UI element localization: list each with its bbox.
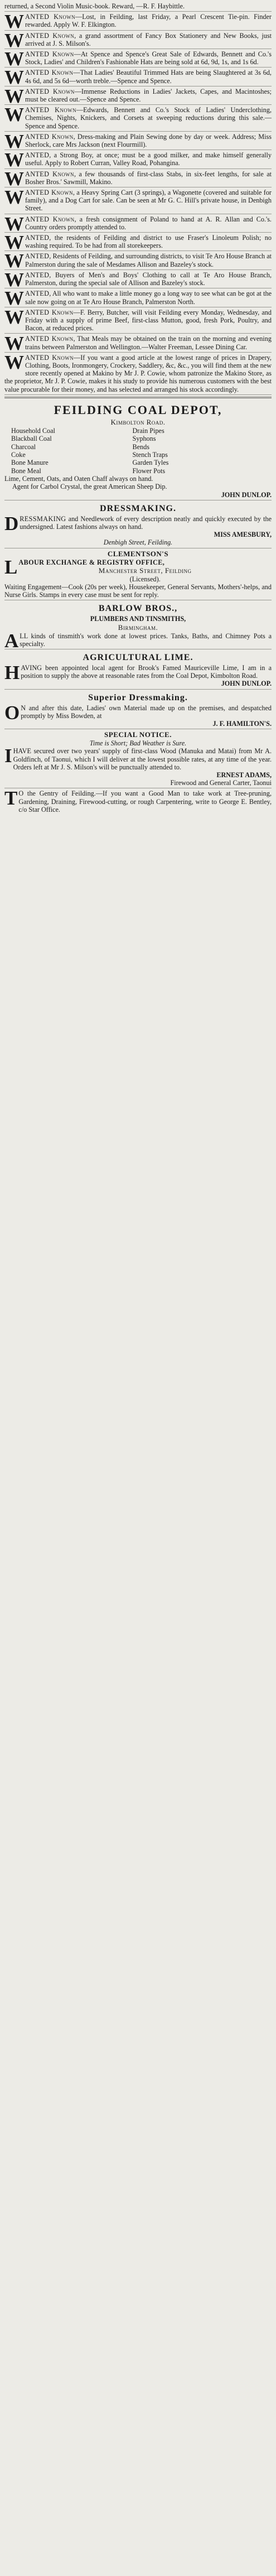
coal-depot-signature: JOHN DUNLOP. bbox=[221, 490, 272, 499]
coal-item: Coke bbox=[11, 450, 26, 459]
coal-item: Bone Meal bbox=[11, 466, 41, 475]
ad-text: , That Meals may be obtained on the train on the morning and evening trains between Palmerston and Wellington.—Walter Freeman, Lessee Dining Car. bbox=[25, 335, 272, 351]
dropcap: W bbox=[4, 48, 24, 70]
dropcap: W bbox=[4, 333, 24, 355]
ad-text: , a Strong Boy, at once; must be a good milker, and make himself generally useful. Apply to Robert Curran, Valley Road, Pohangina. bbox=[25, 151, 272, 167]
ad-text: , Residents of Feilding, and surrounding districts, to visit Te Aro House Branch at Palmerston during the sale of Mesdames Allison and Bazeley's stock. bbox=[25, 252, 272, 268]
ad-lead: ANTED Known bbox=[25, 189, 73, 197]
dropcap: W bbox=[4, 213, 24, 235]
clementson-line3: Manchester Street, Feilding bbox=[98, 566, 192, 575]
ad-lead: ANTED Known bbox=[25, 13, 76, 21]
wanted-ad bbox=[4, 31, 272, 49]
gentry-text: O the Gentry of Feilding.—If you want a Good Man to take work at Tree-pruning, Gardening, Draining, Firewood-cutting, or rough Carpentering, write to George E. Bentley, c/o Star Office. bbox=[18, 789, 272, 813]
coal-depot-agent: Agent for Carbol Crystal, the great American Sheep Dip. bbox=[12, 483, 167, 491]
dropcap: W bbox=[4, 306, 24, 328]
dropcap: T bbox=[4, 787, 18, 810]
dropcap: W bbox=[4, 149, 24, 171]
ad-text: , a grand assortment of Fancy Box Stationery and New Books, just arrived at J. S. Milson's. bbox=[25, 31, 272, 47]
ad-text: —Edwards, Bennett and Co.'s Stock of Ladies' Underclothing, Chemises, Nights, Knickers, and Corsets at sweeping reductions during this sale.—Spence and Spence. bbox=[25, 106, 272, 130]
ad-text: , Buyers of Men's and Boys' Clothing to call at Te Aro House Branch, Palmerston, during the special sale of Allison and Bazeley's stock. bbox=[25, 271, 272, 287]
dropcap: O bbox=[4, 701, 20, 724]
wanted-ad bbox=[4, 105, 272, 132]
ad-text: —F. Berry, Butcher, will visit Feilding every Monday, Wednesday, and Friday with a supply of prime Beef, first-class Mutton, good, fresh Pork, Poultry, and Bacon, at reduced prices. bbox=[25, 308, 272, 333]
special-signature: ERNEST ADAMS, bbox=[216, 771, 272, 779]
dropcap: W bbox=[4, 29, 24, 51]
ad-lead: ANTED Known bbox=[25, 215, 75, 223]
lime-text: AVING been appointed local agent for Brook's Famed Mauriceville Lime, I am in a position to supply the above at reasonable rates from the Coal Depot, Kimbolton Road. bbox=[21, 664, 272, 680]
wanted-ad bbox=[4, 307, 272, 334]
clementson-line2: ABOUR EXCHANGE & REGISTRY OFFICE, bbox=[18, 558, 165, 566]
dropcap: D bbox=[4, 512, 19, 535]
barlow-ad bbox=[4, 600, 272, 652]
dropcap: W bbox=[4, 130, 24, 152]
coal-items-right bbox=[133, 427, 250, 475]
wanted-ad bbox=[4, 187, 272, 214]
clementson-line1: CLEMENTSON'S bbox=[107, 549, 169, 558]
coal-item: Garden Tyles bbox=[132, 459, 169, 467]
ad-lead: ANTED Known bbox=[25, 50, 74, 59]
special-text: HAVE secured over two years' supply of first-class Wood (Manuka and Matai) from Mr A. Goldfinch, of Taonui, which I will deliver at the lowest possible rates, at any time of the year. Orders left at Mr J. S. Milson's will be punctually attended to. bbox=[13, 747, 272, 771]
coal-item: Stench Traps bbox=[132, 450, 168, 459]
clementson-text: Waiting Engagement—Cook (20s per week), Housekeeper, General Servants, Mothers'-helps, and Nurse Girls. Stamps in every case must be sent for reply. bbox=[4, 583, 272, 599]
coal-depot-address: Kimbolton Road. bbox=[110, 417, 166, 426]
bowden-text: N and after this date, Ladies' own Material made up on the premises, and despatched promptly by Miss Bowden, at bbox=[21, 704, 272, 720]
dropcap: A bbox=[4, 629, 19, 652]
ad-lead: ANTED Known bbox=[25, 31, 75, 40]
ad-lead: ANTED Known bbox=[25, 87, 75, 95]
coal-item: Drain Pipes bbox=[132, 426, 164, 435]
wanted-ad bbox=[4, 214, 272, 233]
ad-lead: ANTED Known bbox=[25, 69, 74, 77]
ad-text: , Dress-making and Plain Sewing done by day or week. Address; Miss Sherlock, care Mrs Jackson (next Flourmill). bbox=[25, 132, 272, 149]
wanted-ad bbox=[4, 1, 272, 12]
dropcap: W bbox=[4, 104, 24, 126]
dropcap: W bbox=[4, 250, 24, 272]
coal-depot-items bbox=[4, 427, 272, 475]
dropcap: W bbox=[4, 186, 24, 209]
gentry-ad bbox=[4, 788, 272, 815]
wanted-ad bbox=[4, 353, 272, 395]
wanted-ad bbox=[4, 333, 272, 355]
ad-text: —That Ladies' Beautiful Trimmed Hats are being Slaughtered at 3s 6d, 4s 6d, and 5s 6d—worth treble.—Spence and Spence. bbox=[25, 69, 272, 85]
ad-lead: ANTED bbox=[25, 234, 50, 242]
clementson-ad bbox=[4, 548, 272, 601]
dropcap: W bbox=[4, 232, 24, 254]
ad-text: —Lost, in Feilding, last Friday, a Pearl Crescent Tie-pin. Finder rewarded. Apply W. F. Elkington. bbox=[25, 13, 272, 29]
coal-depot-ad bbox=[4, 400, 272, 500]
wanted-ad bbox=[4, 250, 272, 272]
ad-lead: RESSMAKING bbox=[20, 514, 66, 523]
ad-text: , a fresh consignment of Poland to hand at A. R. Allan and Co.'s. Country orders promptly attended to. bbox=[25, 215, 272, 231]
ad-text: , a few thousands of first-class Stabs, in six-feet lengths, for sale at Bosher Bros.' Sawmill, Makino. bbox=[25, 170, 272, 186]
special-notice-ad bbox=[4, 729, 272, 788]
coal-item: Charcoal bbox=[11, 442, 36, 451]
bowden-title: Superior Dressmaking. bbox=[88, 692, 188, 702]
dressmaking-ad bbox=[4, 500, 272, 548]
wanted-ad bbox=[4, 66, 272, 89]
wanted-ad bbox=[4, 11, 272, 33]
coal-item: Syphons bbox=[132, 435, 156, 443]
ad-text: —At Spence and Spence's Great Sale of Edwards, Bennett and Co.'s Stock, Ladies' and Children's Fashionable Hats are being sold at 6d, 9d, 1s, and 1s 6d. bbox=[25, 50, 272, 66]
ad-text: —If you want a good article at the lowest range of prices in Drapery, Clothing, Boots, Ironmongery, Crockery, Saddlery, &c, &c., you will find them at the new store recently opened at Makino by Mr J. P. Cowie, whom patronize the Makino Store, as the proprietor, Mr J. P. Cowie, makes it his study to provide his numerous customers with the best value procurable for their money, and has selected and arranged his stock accordingly. bbox=[4, 353, 272, 393]
wanted-ad bbox=[4, 167, 272, 190]
ad-text: returned, a Second Violin Music-book. Reward, —R. F. Haybittle. bbox=[4, 2, 185, 10]
dropcap: W bbox=[4, 85, 24, 107]
barlow-location: Birmingham. bbox=[118, 623, 158, 632]
lime-title: AGRICULTURAL LIME. bbox=[83, 653, 193, 663]
divider bbox=[4, 397, 272, 398]
ad-text: and Needlework of every description neatly and quickly executed by the undersigned. Latest fashions always on hand. bbox=[20, 514, 272, 531]
ad-text: —Immense Reductions in Ladies' Jackets, Capes, and Macintoshes; must be cleared out.—Spence and Spence. bbox=[25, 87, 272, 104]
dropcap: W bbox=[4, 11, 24, 33]
ad-lead: ANTED Known bbox=[25, 170, 74, 178]
ad-lead: ANTED bbox=[25, 252, 50, 261]
coal-depot-title: FEILDING COAL DEPOT, bbox=[54, 402, 222, 417]
wanted-ad bbox=[4, 86, 272, 105]
coal-item: Flower Pots bbox=[132, 466, 166, 475]
special-subtitle: Time is Short; Bad Weather is Sure. bbox=[89, 739, 187, 748]
dropcap: W bbox=[4, 167, 24, 190]
dropcap: I bbox=[4, 745, 12, 767]
dropcap: W bbox=[4, 351, 24, 373]
dressmaking-address: Denbigh Street, Feilding. bbox=[103, 538, 173, 547]
ad-text: , All who want to make a little money go a long way to see what can be got at the sale now going on at Te Aro House Branch, Palmerston North. bbox=[25, 290, 272, 306]
dropcap: H bbox=[4, 662, 20, 684]
dropcap: W bbox=[4, 268, 24, 291]
ad-lead: ANTED Known bbox=[25, 308, 74, 316]
wanted-ad bbox=[4, 132, 272, 150]
lime-signature: JOHN DUNLOP. bbox=[221, 680, 272, 688]
wanted-ad bbox=[4, 49, 272, 68]
classified-ads bbox=[4, 1, 272, 395]
dropcap: W bbox=[4, 66, 24, 89]
ad-lead: ANTED Known bbox=[25, 132, 74, 141]
coal-depot-extra: Lime, Cement, Oats, and Oaten Chaff always on hand. bbox=[4, 475, 153, 483]
ad-lead: ANTED bbox=[25, 290, 50, 298]
dropcap: L bbox=[4, 556, 18, 578]
wanted-ad bbox=[4, 232, 272, 254]
coal-item: Blackball Coal bbox=[11, 435, 52, 443]
ad-lead: ANTED Known bbox=[25, 353, 74, 362]
barlow-title: BARLOW BROS., bbox=[98, 604, 178, 614]
bowden-ad bbox=[4, 690, 272, 730]
coal-item: Bends bbox=[132, 442, 149, 451]
dressmaking-name: MISS AMESBURY, bbox=[214, 531, 272, 539]
wanted-ad bbox=[4, 268, 272, 291]
ad-text: , the residents of Feilding and district to use Fraser's Linoleum Polish; no washing required. To be had from all storekeepers. bbox=[25, 234, 272, 250]
coal-items-left bbox=[11, 427, 128, 475]
special-trade: Firewood and General Carter, Taonui bbox=[170, 779, 272, 787]
clementson-line4: (Licensed). bbox=[129, 575, 161, 583]
wanted-ad bbox=[4, 287, 272, 310]
ad-lead: ANTED bbox=[25, 271, 50, 279]
ad-text: , a Heavy Spring Cart (3 springs), a Wagonette (covered and suitable for family), and a Dog Cart for sale. Can be seen at Mr G. C. Hill's private house, in Denbigh Street. bbox=[25, 189, 272, 213]
ad-lead: ANTED Known bbox=[25, 335, 74, 343]
wanted-ad bbox=[4, 149, 272, 171]
lime-ad bbox=[4, 649, 272, 690]
ad-lead: ANTED Known bbox=[25, 106, 76, 114]
special-title: SPECIAL NOTICE. bbox=[104, 730, 172, 739]
bowden-signature: J. F. HAMILTON'S. bbox=[212, 720, 272, 728]
ad-lead: ANTED bbox=[25, 151, 50, 160]
coal-item: Bone Manure bbox=[11, 459, 49, 467]
dropcap: W bbox=[4, 287, 24, 310]
coal-item: Household Coal bbox=[11, 426, 55, 435]
dressmaking-title: DRESSMAKING. bbox=[100, 503, 176, 513]
barlow-text: LL kinds of tinsmith's work done at lowest prices. Tanks, Baths, and Chimney Pots a specialty. bbox=[20, 632, 272, 648]
barlow-subtitle: PLUMBERS AND TINSMITHS, bbox=[90, 615, 186, 623]
